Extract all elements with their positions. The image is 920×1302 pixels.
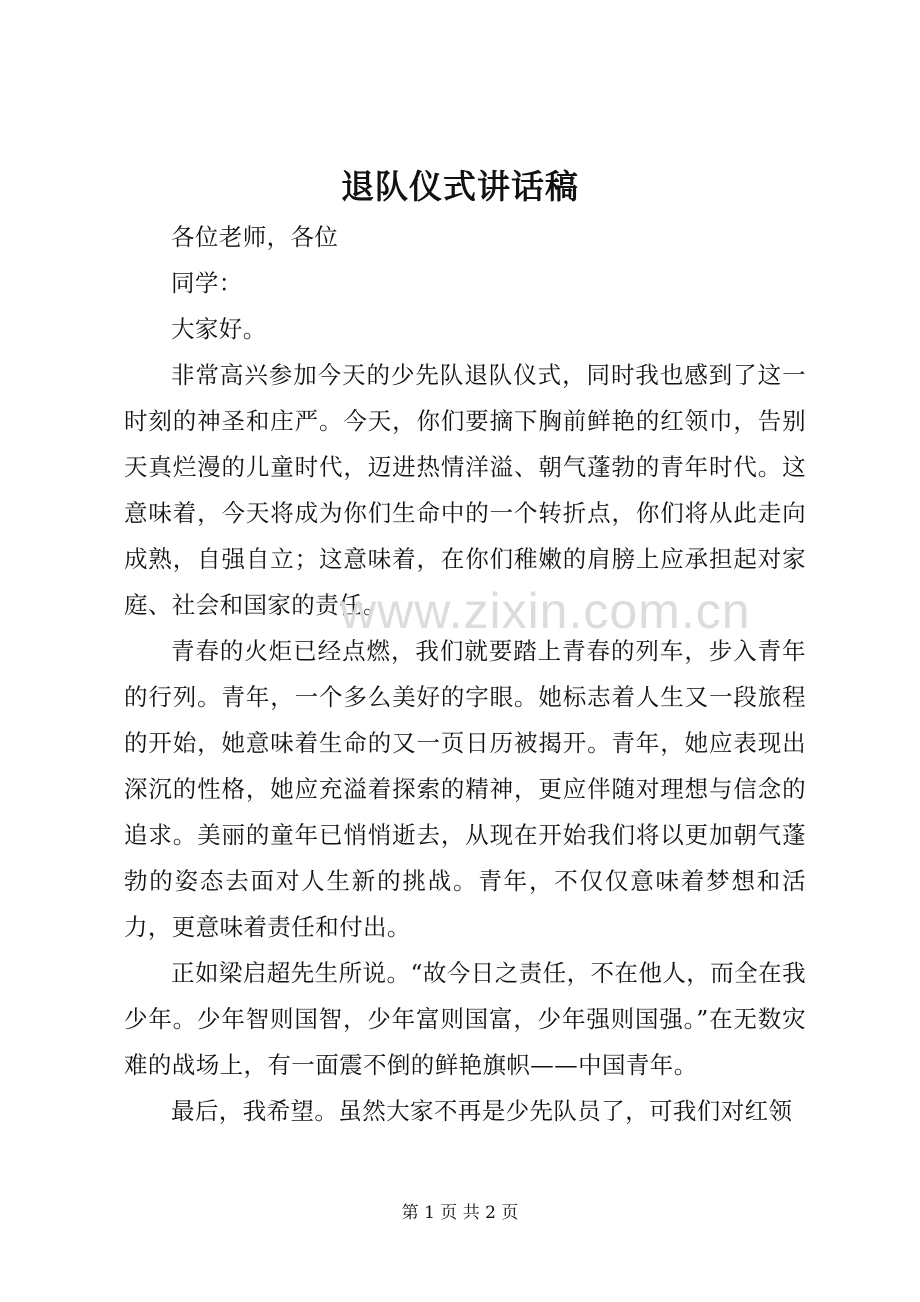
paragraph-body-2: 青春的火炬已经点燃，我们就要踏上青春的列车，步入青年的行列。青年，一个多么美好的字眼。她标志着人生又一段旅程的开始，她意味着生命的又一页日历被揭开。青年，她应表现出深沉的性格，她应充溢着探索的精神，更应伴随对理想与信念的追求。美丽的童年已悄悄逝去，从现在开始我们将以更加朝气蓬勃的姿态去面对人生新的挑战。青年，不仅仅意味着梦想和活力，更意味着责任和付出。 — [124, 637, 806, 941]
paragraph-body-3: 正如梁启超先生所说。“故今日之责任，不在他人，而全在我少年。少年智则国智，少年富则国富，少年强则国强。”在无数灾难的战场上，有一面震不倒的鲜艳旗帜——中国青年。 — [124, 959, 806, 1079]
page-footer: 第 1 页 共 2 页 — [401, 1203, 519, 1223]
document-title: 退队仪式讲话稿 — [341, 167, 579, 206]
paragraph-greeting-3: 大家好。 — [171, 315, 267, 343]
paragraph-greeting-2: 同学： — [171, 269, 243, 297]
document-body — [124, 214, 806, 1134]
paragraph-greeting-1: 各位老师，各位 — [171, 223, 339, 251]
paragraph-body-1: 非常高兴参加今天的少先队退队仪式，同时我也感到了这一时刻的神圣和庄严。今天，你们要摘下胸前鲜艳的红领巾，告别天真烂漫的儿童时代，迈进热情洋溢、朝气蓬勃的青年时代。这意味着，今天将成为你们生命中的一个转折点，你们将从此走向成熟，自强自立；这意味着，在你们稚嫩的肩膀上应承担起对家庭、社会和国家的责任。 — [124, 361, 806, 619]
paragraph-body-4: 最后，我希望。虽然大家不再是少先队员了，可我们对红领 — [171, 1097, 793, 1125]
watermark-text: www.zixin.com.cn — [340, 583, 751, 639]
